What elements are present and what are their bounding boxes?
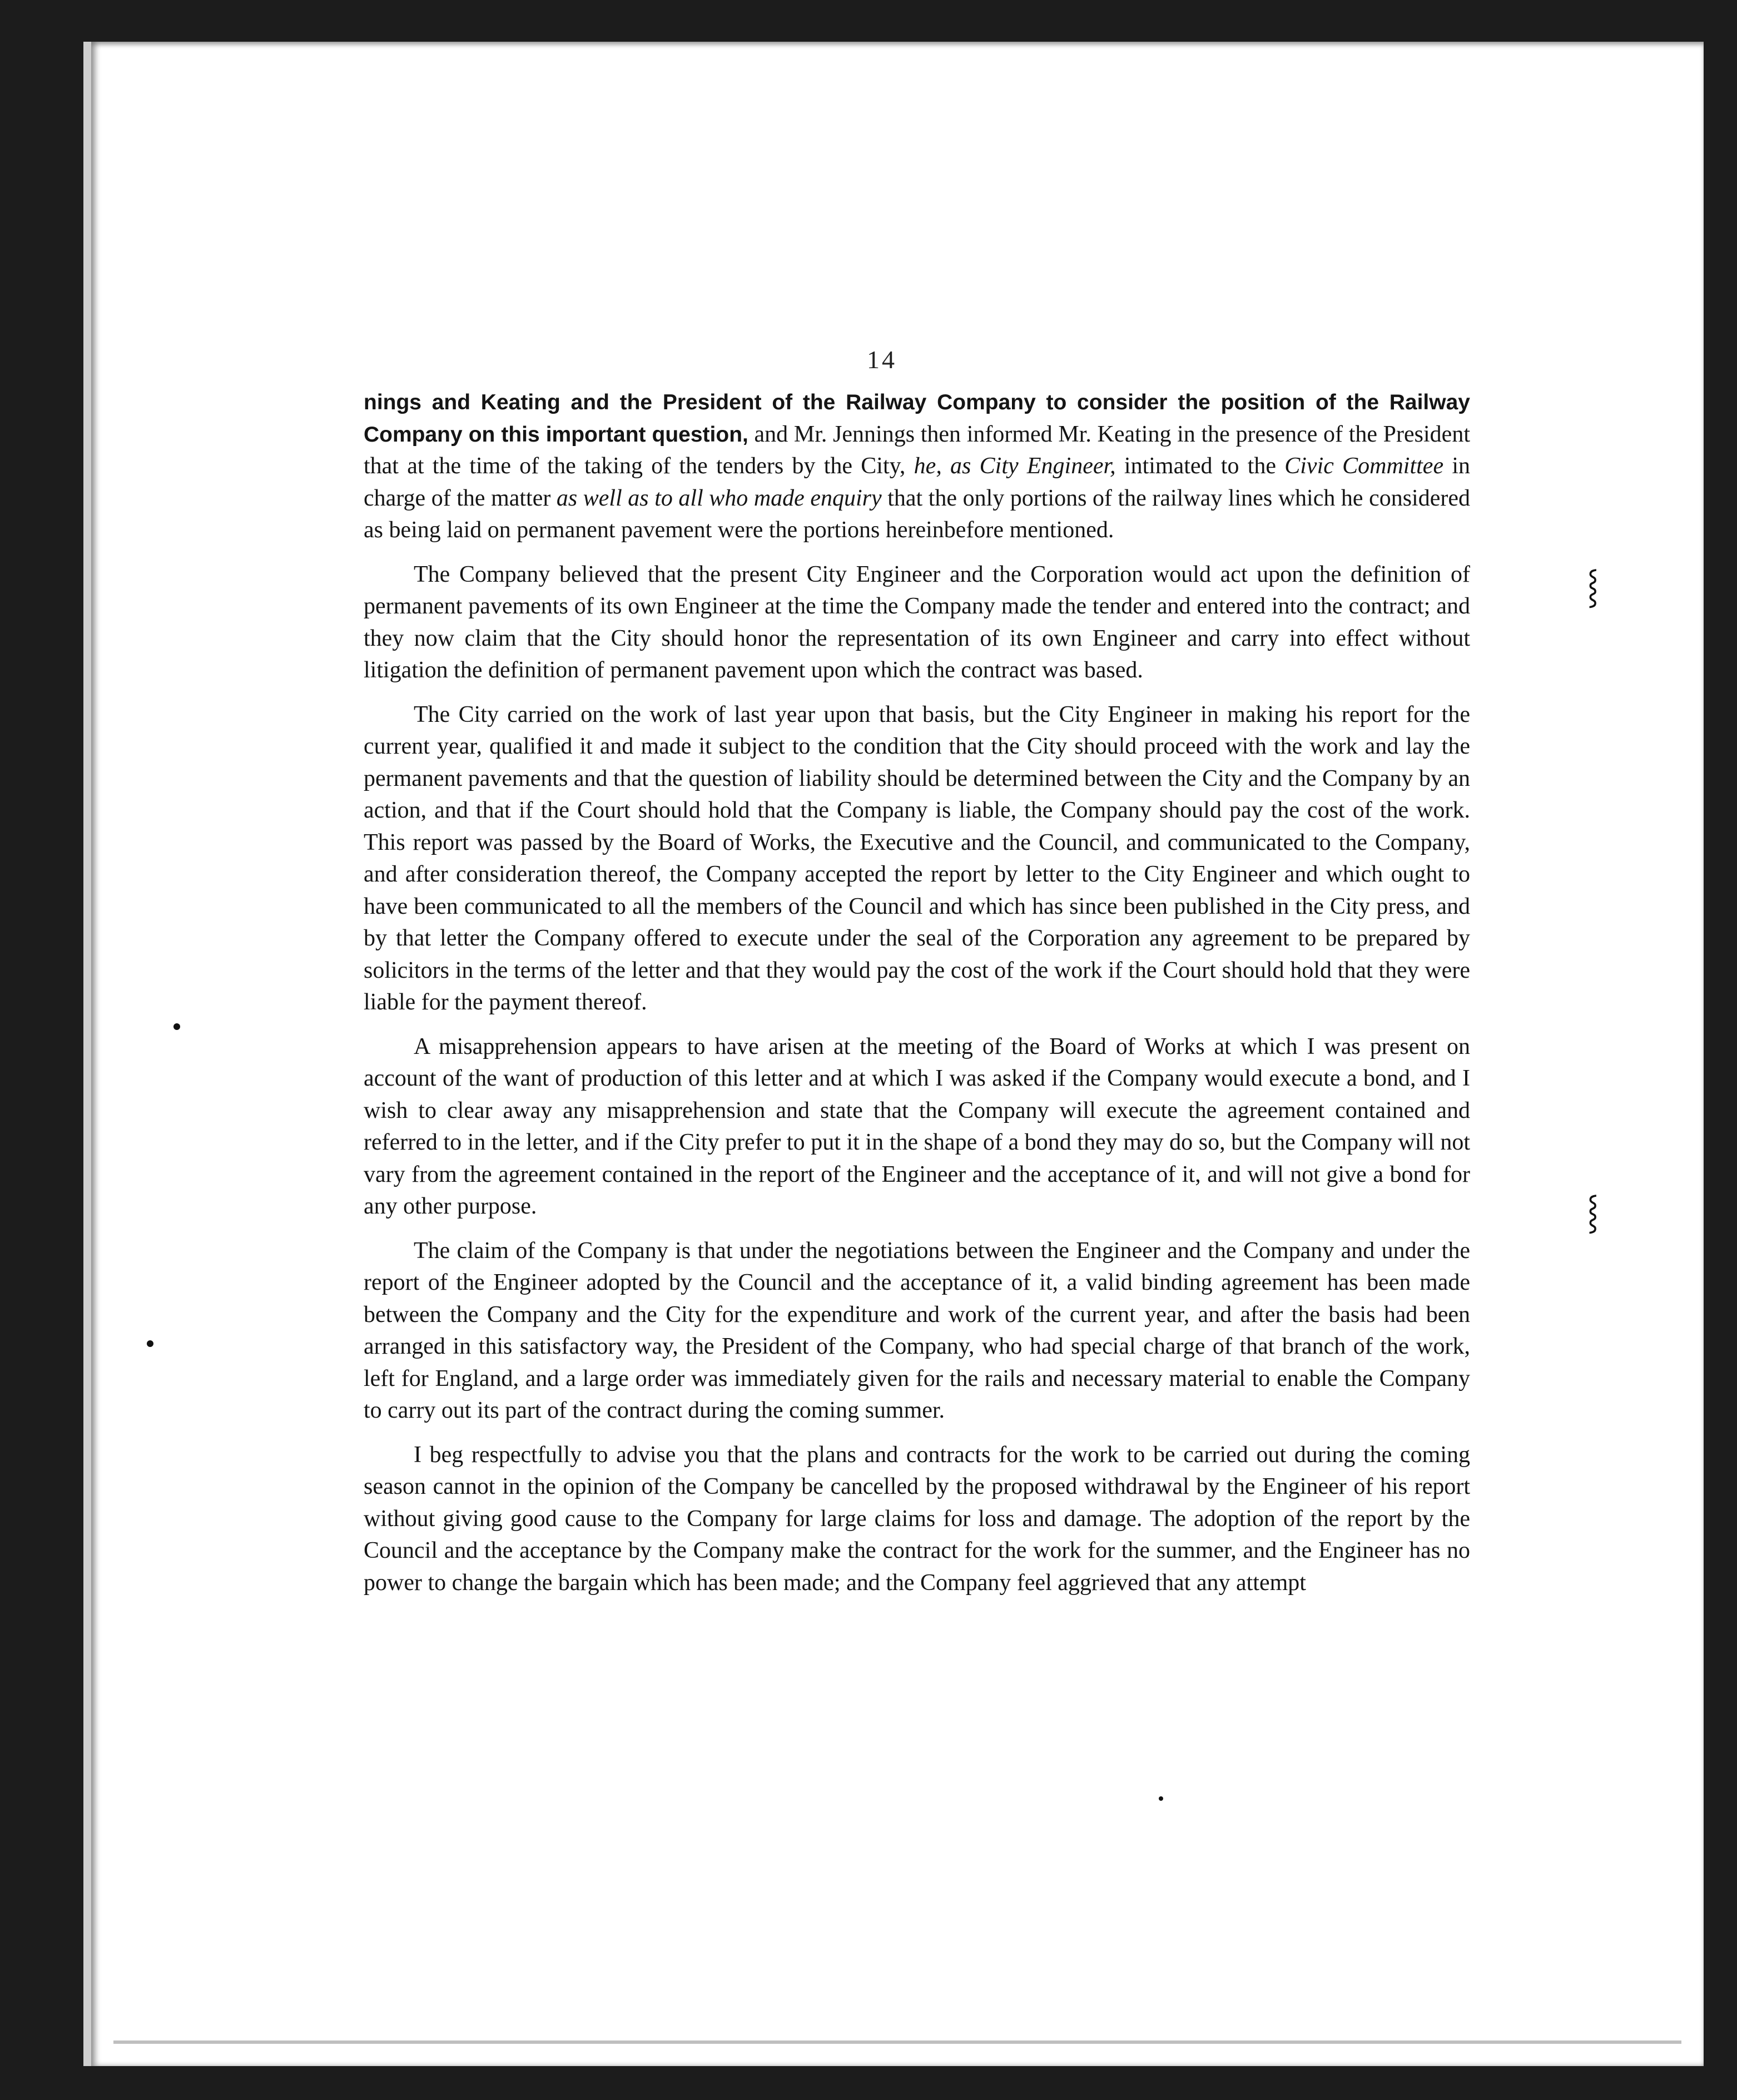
ink-speck (173, 1023, 180, 1030)
paragraph-1-text-4: that the only portions of the railway lines which he considered as being laid on permanent pavement were the portions hereinbefore mentioned. (364, 485, 1470, 543)
paragraph-5: The claim of the Company is that under the negotiations between the Engineer and the Company and under the report of the Engineer adopted by the Council and the acceptance of it, a valid binding agreement has been made between the Company and the City for the expenditure and work of the current year, and after the basis had been arranged in this satisfactory way, the President of the Company, who had special charge of that branch of the work, left for England, and a large order was immediately given for the rails and necessary material to enable the Company to carry out its part of the contract during the coming summer. (364, 1237, 1470, 1423)
page-bottom-edge (113, 2040, 1681, 2044)
paragraph-1-emphasis-committee: Civic Committee (1284, 453, 1444, 479)
paragraph-6: I beg respectfully to advise you that the plans and contracts for the work to be carried out during the coming season cannot in the opinion of the Company be cancelled by the proposed withdrawal by the Engineer of his report without giving good cause to the Company for large claims for loss and damage. The adoption of the report by the Council and the acceptance by the Company make the contract for the work for the summer, and the Engineer has no power to change the bargain which has been made; and the Company feel aggrieved that any attempt (364, 1442, 1470, 1596)
ink-speck (1159, 1796, 1163, 1801)
page-number: 14 (867, 345, 897, 374)
body-text (364, 387, 1470, 1611)
paragraph-1-text-3: in charge of the matter (364, 453, 1471, 511)
paragraph-1-emphasis-engineer: he, as City Engineer, (914, 453, 1116, 479)
paragraph-3: The City carried on the work of last year upon that basis, but the City Engineer in making his report for the current year, qualified it and made it subject to the condition that the City should proceed with the work and lay the permanent pavements and that the question of liability should be determined between the City and the Company by an action, and that if the Court should hold that the Company is liable, the Company should pay the cost of the work. This report was passed by the Board of Works, the Executive and the Council, and communicated to the Company, and after consideration thereof, the Company accepted the report by letter to the City Engineer and which ought to have been communicated to all the members of the Council and which has since been published in the City press, and by that letter the Company offered to execute under the seal of the Corporation any agreement to be prepared by solicitors in the terms of the letter and that they would pay the cost of the work if the Court should hold that they were liable for the payment thereof. (364, 701, 1470, 1015)
binding-mark: ⸾ (1587, 567, 1599, 606)
binding-mark: ⸾ (1587, 1192, 1599, 1231)
paragraph-1-text: and Mr. Jennings then informed Mr. Keating in the presence of the President that at the time of the taking of the tenders by the City, (364, 421, 1470, 479)
paragraph-4: A misapprehension appears to have arisen at the meeting of the Board of Works at which I was present on account of the want of production of this letter and at which I was asked if the Company would execute a bond, and I wish to clear away any misapprehension and state that the Company will execute the agreement contained and referred to in the letter, and if the City prefer to put it in the shape of a bond they may do so, but the Company will not vary from the agreement contained in the report of the Engineer and the acceptance of it, and will not give a bond for any other purpose. (364, 1033, 1470, 1219)
paragraph-1-emphasis-enquiry: as well as to all who made enquiry (556, 485, 882, 511)
paragraph-1-lead: nings and Keating and the President of the Railway Company to consider the position of the Railway Company on this important question, (364, 390, 1470, 447)
paragraph-1-text-2: intimated to the (1115, 453, 1285, 479)
paragraph-2: The Company believed that the present City Engineer and the Corporation would act upon the definition of permanent pavements of its own Engineer at the time the Company made the tender and entered into the contract; and they now claim that the City should honor the representation of its own Engineer and carry into effect without litigation the definition of permanent pavement upon which the contract was based. (364, 561, 1470, 683)
document-page (83, 42, 1704, 2066)
ink-speck (147, 1340, 153, 1347)
paragraph-1 (364, 387, 1470, 547)
